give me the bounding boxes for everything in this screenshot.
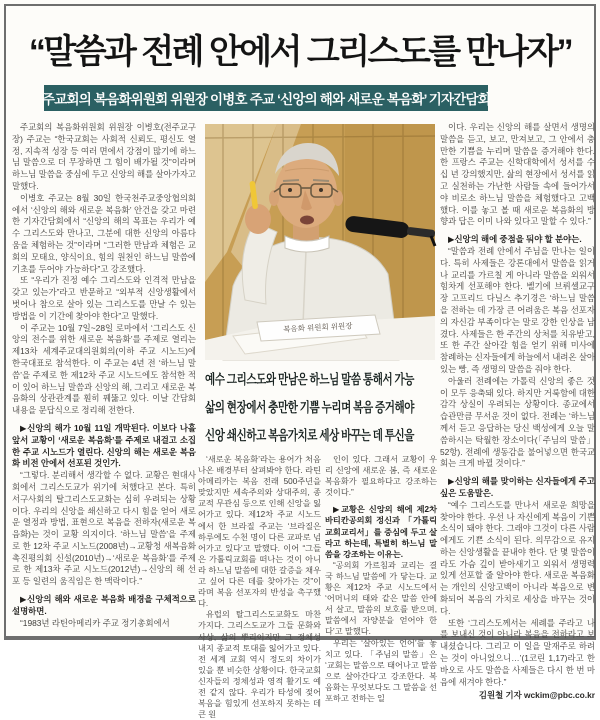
paragraph: “예수 그리스도를 만나서 새로운 희망을 찾아야 한다. 우선 나 자신에게 복음이 기쁜 소식이 돼야 한다. 그래야 그것이 다른 사람에게도 기쁜 소식이 된다. 의무감으로 유지하는 신앙생활을 끝내야 한다. 단 몇 말씀이라도 가슴 깊이 받아새기고 외워서 생명력 있게 선포할 줄 알아야 한다. 새로운 복음화는 개인의 신앙고백이 아니라 복음으로 변화되어 복음의 가치로 세상을 바꾸는 것이다.: [440, 499, 595, 616]
question-paragraph: ▶교황은 신앙의 해에 제2차 바티칸공의회 정신과 「가톨릭교회교리서」를 중심에 두고 살라고 하는데, 특별히 하느님 말씀을 강조하는 이유는.: [325, 505, 437, 559]
paragraph: 주교회의 복음화위원회 위원장 이병호(전주교구장) 주교는 “한국교회는 사회적 신뢰도, 평신도 열정, 지속적 성장 등 여러 면에서 강점이 많기에 하느님 말씀으로 더 무장하면 그 힘이 배가될 것”이라며 하느님 말씀을 중심에 두고 신앙의 해를 살아가자고 말했다.: [12, 122, 196, 191]
paragraph: 이병호 주교는 8월 30일 한국천주교중앙협의회에서 ‘신앙의 해와 새로운 복음화’ 안건을 갖고 마련한 기자간담회에서 “신앙의 해의 목표는 우리가 예수 그리스도와 만나고, 그분에 대한 신앙의 아름다움을 체험하는 것”이라며 “그러한 만남과 체험은 교회의 모태요, 양식이요, 힘의 원천인 하느님 말씀에 기초를 두어야 가능하다”고 강조했다.: [12, 192, 196, 274]
article-sheet: [4, 4, 596, 720]
paragraph: 아울러 전례에는 가톨릭 신앙의 좋은 것이 모두 응축돼 있다. 하지만 거룩함에 대한 감각 상실이 우려되는 상황이다. 종교에서 습관만큼 무서운 것이 없다. 전례는 ‘하느님께서 듣고 응답하는 당신 백성에게 오늘 말씀하시는 탁월한 장소이다(「주님의 말씀」 52항). 전례에 생동감을 불어넣으면 한국교회는 크게 바뀔 것이다.”: [440, 375, 595, 469]
pull-quote-line: 삶의 현장에서 충만한 기쁨 누리며 복음 증거해야: [205, 400, 415, 415]
bishop-press-conference-photo: [205, 124, 435, 360]
question-paragraph: ▶신앙의 해를 맞이하는 신자들에게 주고 싶은 도움말은.: [440, 476, 595, 498]
pull-quote-line: 신앙 쇄신하고 복음가치로 세상 바꾸는 데 투신을: [205, 428, 415, 443]
paragraph: 유럽의 탈그리스도교화도 마찬가지다. 그리스도교가 그들 문화와 사상, 삶의 뿌리이지만 그 정체성 내지 종교적 토대를 잃어가고 있다. 전 세계 교회 역시 정도의 차이가 있을 뿐 비슷한 상황이다. 한국교회 신자들의 정체성과 영적 활기도 예전 같지 않다. 우리가 타성에 젖어 복음을 힘있게 선포하지 못하는 데 큰 원: [198, 610, 321, 720]
subtitle-text: 주교회의 복음화위원회 위원장 이병호 주교 ‘신앙의 해와 새로운 복음화’ 기자간담회: [42, 92, 490, 107]
pull-quote-line: 예수 그리스도와 만남은 하느님 말씀 통해서 가능: [205, 372, 415, 387]
paragraph: 이다. 우리는 신앙의 해를 살면서 생명의 말씀을 듣고, 보고, 만져보고, 그 안에서 충만한 기쁨을 누리며 말씀을 증거해야 한다. 한 프랑스 주교는 신학대학에서 성서를 수십 년 강의했지만, 삶의 현장에서 성서를 읽고 실천하는 가난한 사람들 속에 들어가서야 비로소 하느님 말씀을 체험했다고 고백했다. 이를 놓고 볼 때 새로운 복음화의 방향과 답은 이미 나와 있다고 말할 수 있다.”: [440, 122, 595, 227]
article-column-1: [12, 122, 196, 636]
paragraph: 이 주교는 10월 7일~28일 로마에서 ‘그리스도 신앙의 전수를 위한 새로운 복음화’를 주제로 열리는 제13차 세계주교대의원회의(이하 주교 시노드)에 한국대표로 참석한다. 이 주교는 4년 전 ‘하느님 말씀’을 주제로 한 제12차 주교 시노드에도 참석한 적이 있어 하느님 말씀과 신앙의 해, 그리고 새로운 복음화의 상관관계를 훤히 꿰뚫고 있다. 이날 간담회 내용을 문답식으로 정리해 전한다.: [12, 322, 196, 416]
paragraph: ‘새로운 복음화’라는 용어가 처음 나온 배경부터 살펴봐야 한다. 라틴아메리카는 복음 전래 500주년을 맞았지만 세속주의와 상대주의, 종교적 무관심 등으로 인해 신앙을 잃어가고 있다. 제12차 주교 시노드에서 한 브라질 주교는 ‘브라질은 하루에도 수천 명이 다른 교파로 넘어가고 있다’고 말했다. 이어 “그들은 가톨릭교회를 떠나는 것이 아니라 하느님 말씀에 대한 갈증을 채우고 싶어 다른 데를 찾아가는 것”이라며 복음 선포자의 반성을 촉구했다.: [198, 455, 321, 609]
paragraph: “말씀과 전례 안에서 주님을 만나는 일이다. 특히 사제들은 강론대에서 말씀을 읽거나 교리를 가르칠 게 아니라 말씀을 외워서 힘차게 선포해야 한다. 벨기에 브뤼셀교구장 고프리드 다닐스 추기경은 ‘하느님 말씀을 전하는 데 가장 큰 어려움은 복음 선포자의 자신감 부족이다’는 말로 강한 인상을 남겼다. 사제들은 한 주간의 상처를 치유받고, 또 한 주간 살아갈 힘을 얻기 위해 미사에 참례하는 신자들에게 하늘에서 내려온 살아 있는 빵, 즉 생명의 말씀을 줘야 한다.: [440, 245, 595, 374]
paragraph: “그렇다. 분리해서 생각할 수 없다. 교황은 현대사회에서 그리스도교가 위기에 처했다고 본다. 특히 서구사회의 탈그리스도교화는 심히 우려되는 상황이다. 우리의 신앙을 쇄신하고 다시 힘을 얻어 새로운 열정과 방법, 표현으로 복음을 전하자(새로운 복음화)는 것이 교황 의지이다. ‘하느님 말씀’을 주제로 한 12차 주교 시노드(2008년)→교황청 새복음화촉진평의회 신설(2010년)→‘새로운 복음화’를 주제로 한 제13차 주교 시노드(2012년)→신앙의 해 선포 등 일련의 움직임은 한 맥락이다.”: [12, 470, 196, 587]
pull-quote: [205, 366, 439, 452]
question-paragraph: ▶신앙의 해가 10월 11일 개막된다. 이보다 나흘 앞서 교황이 ‘새로운 복음화’를 주제로 내걸고 소집한 주교 시노드가 열린다. 신앙의 해는 새로운 복음화 비전 안에서 선포된 것인가.: [12, 422, 196, 469]
page-title: “말씀과 전례 안에서 그리스도를 만나자”: [28, 33, 572, 71]
paragraph: 인이 있다. 그래서 교황이 우리 신앙에 새로운 봄, 즉 새로운 복음화가 필요하다고 강조하는 것이다.”: [325, 455, 437, 498]
paragraph: “공의회 가르침과 교리는 결국 하느님 말씀에 가 닿는다. 교황은 제12차 주교 시노드에서 ‘어머니의 태와 같은 말씀 안에서 살고, 말씀의 보호를 받으며, 말씀에서 자양분을 얻어야 한다’고 말했다.: [325, 560, 437, 637]
subtitle-bar: [44, 85, 488, 111]
article-column-2: [198, 454, 321, 720]
article-column-4: [440, 122, 595, 701]
question-paragraph: ▶신앙의 해와 새로운 복음화 배경을 구체적으로 설명하면.: [12, 594, 196, 616]
paragraph: 또한 ‘그리스도께서는 세례를 주라고 나를 보내신 것이 아니라 복음을 전하라고 보내셨습니다. 그리고 이 일을 말재주로 하려는 것이 아니었으니…’(1코린 1,17)라고 한 바오로 사도 말씀을 사제들은 다시 한 번 마음에 새겨야 한다.”: [440, 617, 595, 687]
mouth: [300, 216, 314, 225]
paragraph: 우리는 ‘살아있는 언어’를 놓치고 있다. 「주님의 말씀」은 ‘교회는 말씀으로 태어나고 말씀으로 살아간다’고 강조한다. 복음화는 무엇보다도 그 말씀을 선포하고 전하는 일: [325, 638, 437, 703]
article-column-3: [325, 454, 437, 703]
photo-illustration: [205, 124, 435, 360]
paragraph: 또 “우리가 진정 예수 그리스도와 인격적 만남을 갖고 있는가”라고 반문하고 “외부적 신앙생활에서 벗어나 참으로 살아 있는 그리스도를 만날 수 있는 방법을 이 기간에 찾아야 한다”고 말했다.: [12, 275, 196, 321]
question-paragraph: ▶신앙의 해에 중점을 둬야 할 분야는.: [448, 234, 582, 245]
paragraph: “1983년 라틴아메리카 주교 정기총회에서: [20, 617, 170, 628]
reporter-byline: 김원철 기자 wckim@pbc.co.kr: [478, 690, 595, 701]
name-card-text: 복음화 위원회 위원장: [282, 321, 353, 334]
raised-hand: [245, 204, 271, 234]
